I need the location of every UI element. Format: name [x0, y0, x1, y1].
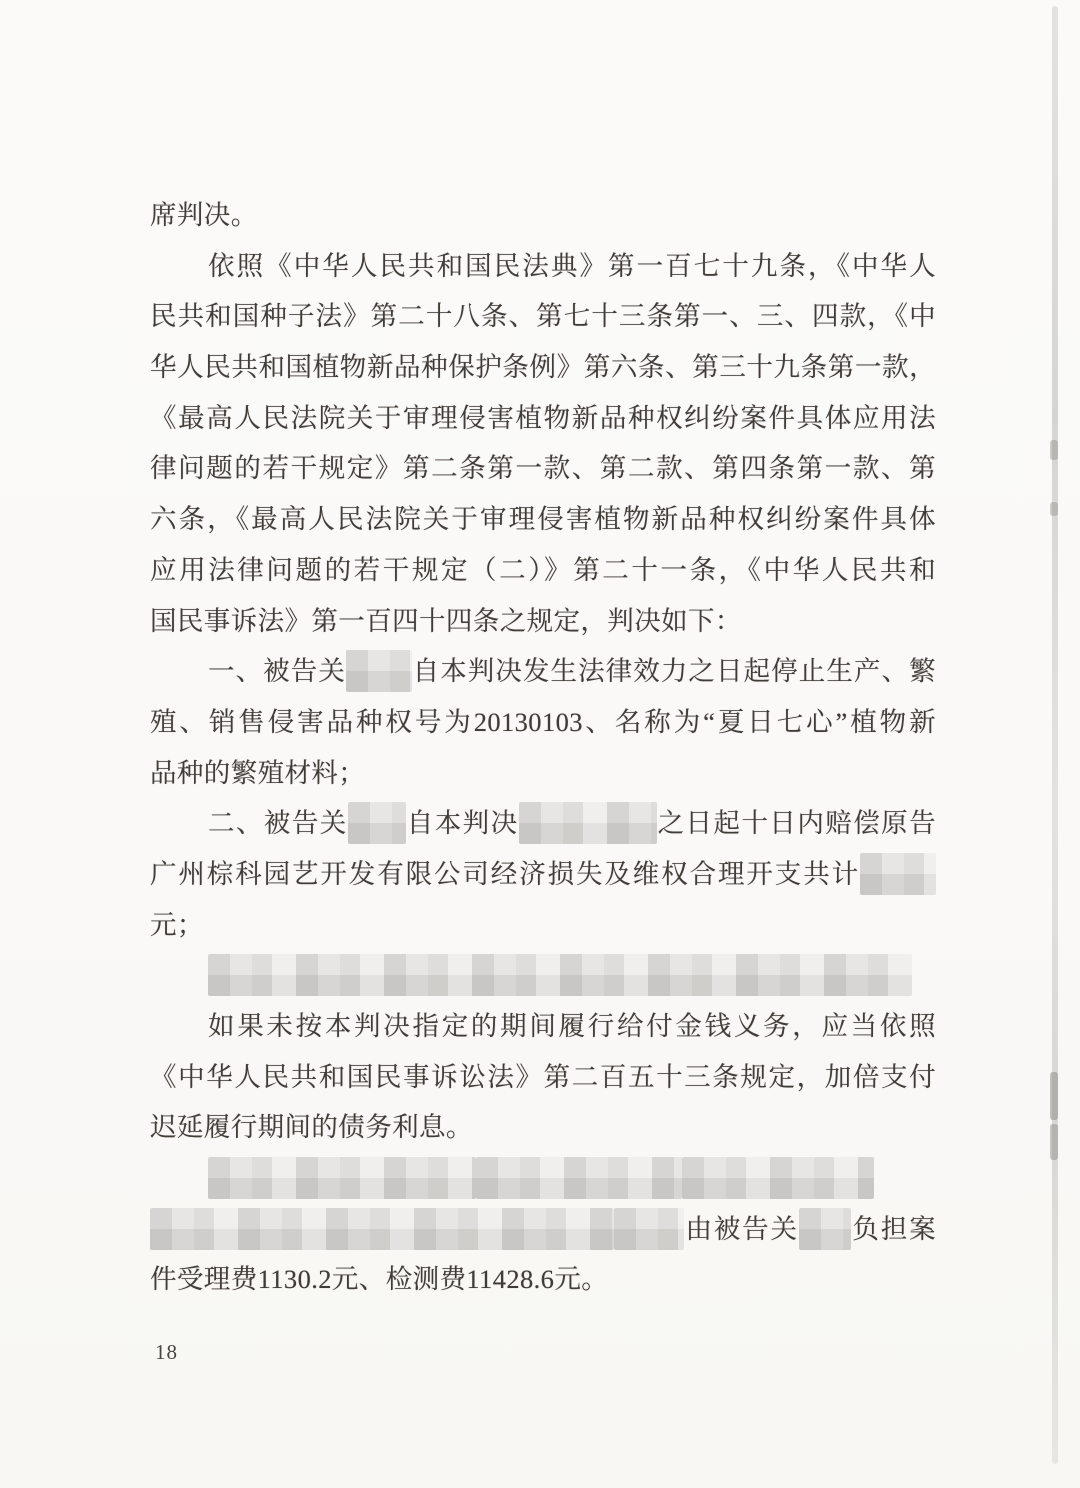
text-line [150, 1102, 936, 1153]
redaction-blur [860, 853, 936, 895]
text-segment: 华人民共和国植物新品种保护条例》第六条、第三十九条第一款， [150, 352, 936, 383]
text-line [150, 900, 936, 951]
text-line [150, 1001, 936, 1052]
redaction-blur [682, 1157, 874, 1199]
text-line [150, 342, 936, 393]
redaction-blur [799, 1208, 851, 1250]
text-line [150, 1204, 936, 1255]
scan-edge-mark [1050, 1072, 1058, 1120]
text-line [150, 646, 936, 697]
text-segment: 六条，《最高人民法院关于审理侵害植物新品种权纠纷案件具体 [150, 504, 936, 535]
text-segment: 如果未按本判决指定的期间履行给付金钱义务，应当依照 [208, 1011, 936, 1041]
text-line [150, 1254, 936, 1305]
text-line [150, 748, 936, 799]
text-segment: 律问题的若干规定》第二条第一款、第二款、第四条第一款、第 [150, 453, 936, 484]
text-segment: 负担案 [850, 1213, 936, 1244]
text-line [150, 950, 936, 1001]
redaction-blur [150, 1208, 614, 1250]
redaction-blur [208, 954, 912, 996]
scan-edge-mark [1050, 1124, 1058, 1160]
redaction-blur [476, 1157, 682, 1199]
text-segment: 《中华人民共和国民事诉讼法》第二百五十三条规定，加倍支付 [150, 1061, 936, 1092]
text-segment: 二、被告关 [208, 808, 348, 839]
text-segment: 应用法律问题的若干规定（二）》第二十一条，《中华人民共和 [150, 554, 936, 585]
text-line [150, 291, 936, 342]
page-number: 18 [155, 1340, 178, 1364]
text-segment: 国民事诉法》第一百四十四条之规定，判决如下： [150, 605, 742, 636]
text-segment: 元； [150, 909, 204, 940]
redaction-blur [519, 802, 657, 844]
text-segment: 依照《中华人民共和国民法典》第一百七十九条，《中华人 [208, 250, 936, 281]
redaction-blur [348, 802, 406, 844]
text-segment: 广州棕科园艺开发有限公司经济损失及维权合理开支共计 [150, 858, 860, 889]
text-line [150, 798, 936, 849]
scan-edge-line [1052, 6, 1058, 1464]
text-segment: 一、被告关 [208, 656, 346, 687]
text-line [150, 443, 936, 494]
text-segment: 席判决。 [150, 200, 258, 230]
text-line [150, 1052, 936, 1103]
text-segment: 殖、销售侵害品种权号为20130103、名称为“夏日七心”植物新 [150, 706, 936, 737]
text-line [150, 596, 936, 647]
redaction-blur [346, 650, 412, 692]
text-segment: 自本判决发生法律效力之日起停止生产、繁 [411, 656, 936, 687]
text-line [150, 545, 936, 596]
text-line [150, 190, 936, 241]
text-line [150, 697, 936, 748]
text-segment: 迟延履行期间的债务利息。 [150, 1112, 473, 1143]
text-segment: 件受理费1130.2元、检测费11428.6元。 [150, 1264, 609, 1295]
text-segment: 《最高人民法院关于审理侵害植物新品种权纠纷案件具体应用法 [150, 402, 936, 433]
text-line [150, 393, 936, 444]
text-segment: 自本判决 [405, 808, 519, 839]
text-segment: 民共和国种子法》第二十八条、第七十三条第一、三、四款，《中 [150, 301, 936, 332]
text-segment: 由被告关 [684, 1213, 799, 1244]
text-line [150, 849, 936, 900]
scan-edge-mark [1050, 440, 1058, 460]
text-line [150, 241, 936, 292]
text-line [150, 494, 936, 545]
redaction-blur [208, 1157, 476, 1199]
text-segment: 之日起十日内赔偿原告 [656, 808, 936, 839]
scan-edge-mark [1050, 502, 1058, 516]
document-content [150, 190, 936, 1305]
redaction-blur [614, 1208, 684, 1250]
text-segment: 品种的繁殖材料； [150, 757, 366, 788]
text-line [150, 1153, 936, 1204]
